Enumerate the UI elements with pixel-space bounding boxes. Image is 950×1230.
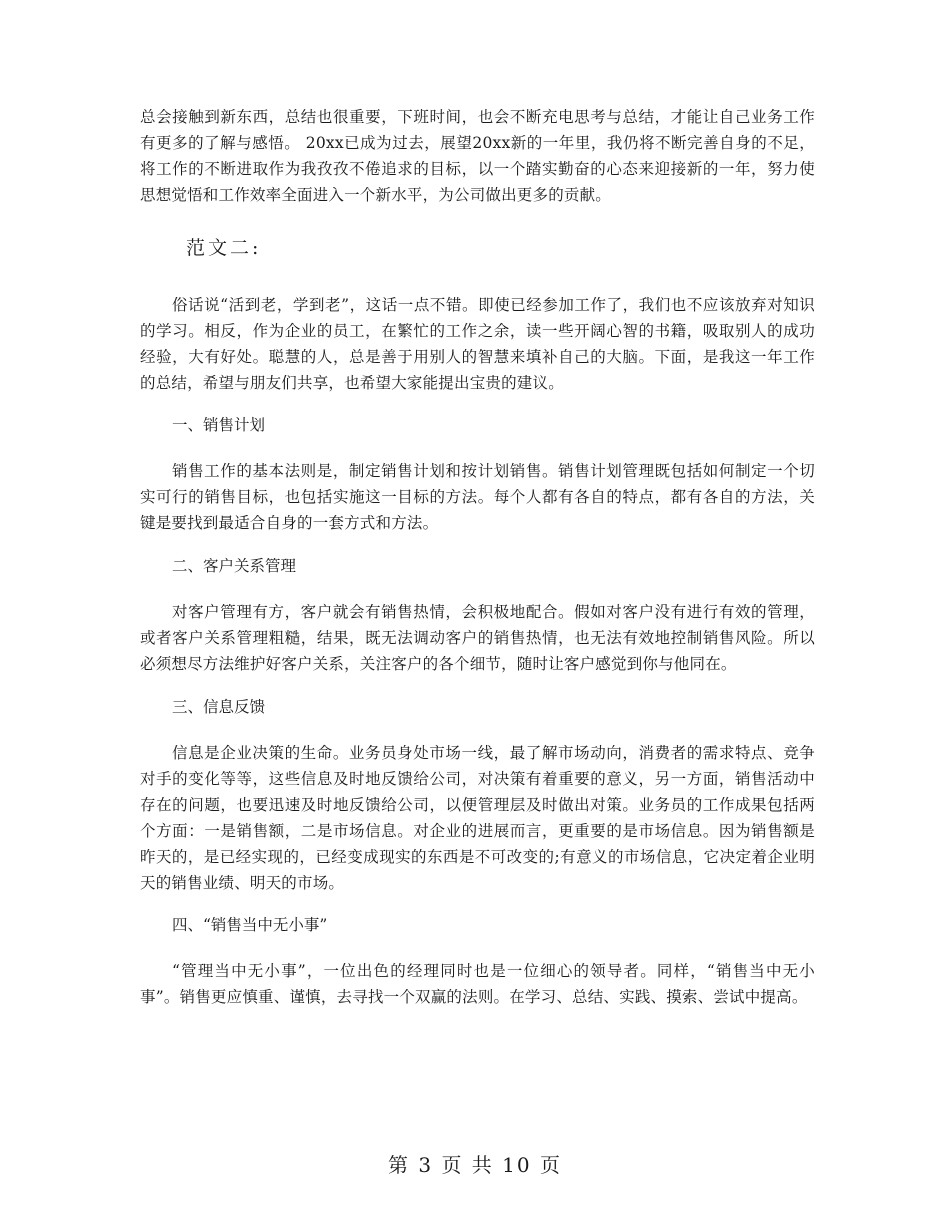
section-heading-information-feedback: 三、信息反馈 <box>172 698 266 716</box>
section-body-customer-relations: 对客户管理有方，客户就会有销售热情，会积极地配合。假如对客户没有进行有效的管理，或者客户关系管理粗糙，结果，既无法调动客户的销售热情，也无法有效地控制销售风险。所以必须想尽方法维护好客户关系，关注客户的各个细节，随时让客户感觉到你与他同在。 <box>140 603 815 673</box>
section-heading-sales-plan: 一、销售计划 <box>172 416 266 434</box>
section-heading-no-small-matters: 四、“销售当中无小事” <box>172 916 328 934</box>
opening-paragraph: 俗话说“活到老，学到老”，这话一点不错。即使已经参加工作了，我们也不应该放弃对知识的学习。相反，作为企业的员工，在繁忙的工作之余，读一些开阔心智的书籍，吸取别人的成功经验，大有好处。聪慧的人，总是善于用别人的智慧来填补自己的大脑。下面，是我这一年工作的总结，希望与朋友们共享，也希望大家能提出宝贵的建议。 <box>140 296 815 392</box>
section-heading-customer-relations: 二、客户关系管理 <box>172 557 297 575</box>
page-number-footer: 第 3 页 共 10 页 <box>388 1153 562 1177</box>
section-body-information-feedback: 信息是企业决策的生命。业务员身处市场一线，最了解市场动向，消费者的需求特点、竞争对手的变化等等，这些信息及时地反馈给公司，对决策有着重要的意义，另一方面，销售活动中存在的问题，也要迅速及时地反馈给公司，以便管理层及时做出对策。业务员的工作成果包括两个方面：一是销售额，二是市场信息。对企业的进展而言，更重要的是市场信息。因为销售额是昨天的，是已经实现的，已经变成现实的东西是不可改变的;有意义的市场信息，它决定着企业明天的销售业绩、明天的市场。 <box>140 744 815 892</box>
section-body-no-small-matters: “管理当中无小事”，一位出色的经理同时也是一位细心的领导者。同样，“销售当中无小事”。销售更应慎重、谨慎，去寻找一个双赢的法则。在学习、总结、实践、摸索、尝试中提高。 <box>140 962 815 1006</box>
section-title: 范文二: <box>186 237 262 259</box>
intro-paragraph: 总会接触到新东西，总结也很重要，下班时间，也会不断充电思考与总结，才能让自己业务工作有更多的了解与感悟。 20xx已成为过去，展望20xx新的一年里，我仍将不断完善自身的不足，将工作的不断进取作为我孜孜不倦追求的目标，以一个踏实勤奋的心态来迎接新的一年，努力使思想觉悟和工作效率全面进入一个新水平，为公司做出更多的贡献。 <box>140 108 815 204</box>
section-body-sales-plan: 销售工作的基本法则是，制定销售计划和按计划销售。销售计划管理既包括如何制定一个切实可行的销售目标，也包括实施这一目标的方法。每个人都有各自的特点，都有各自的方法，关键是要找到最适合自身的一套方式和方法。 <box>140 462 815 532</box>
